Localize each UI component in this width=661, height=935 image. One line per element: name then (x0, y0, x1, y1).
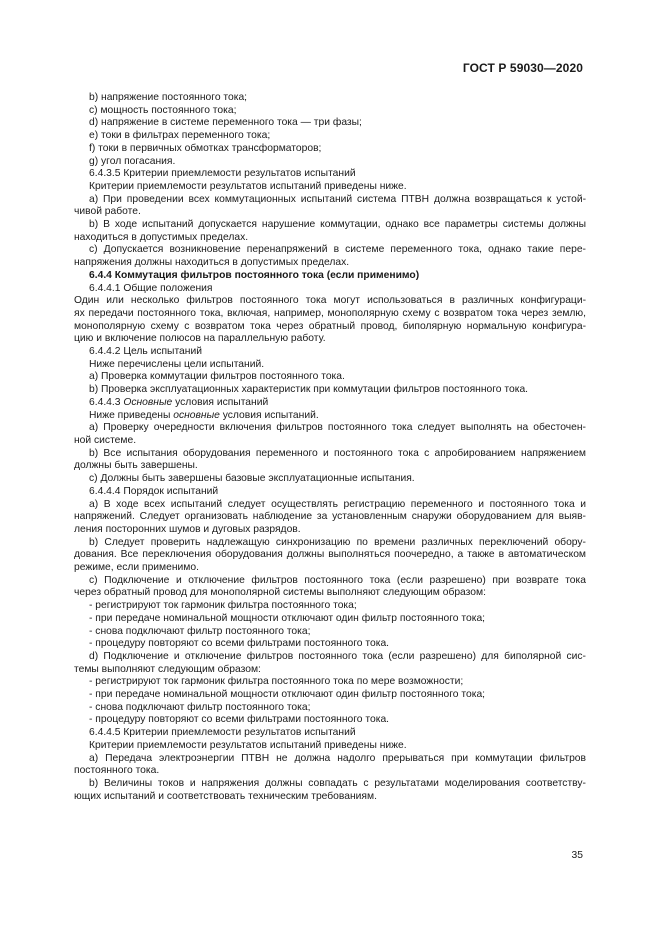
text-line: постоянного тока. (74, 765, 160, 777)
text-line: d) напряжение в системе переменного тока — три фазы; (89, 117, 362, 129)
text-line: b) Величины токов и напряжения должны совпадать с результатами моделирования соответству- (89, 777, 586, 789)
emphasis-text: основные (173, 409, 220, 421)
text-line: a) В ходе всех испытаний следует осуществлять регистрацию переменного и постоянного тока и (89, 498, 586, 510)
document-id-header: ГОСТ Р 59030—2020 (462, 61, 583, 75)
text-line: напряжения должны находиться в допустимых пределах. (74, 257, 350, 269)
text-line: c) Подключение и отключение фильтров постоянного тока (если разрешено) при возврате тока (89, 574, 586, 586)
text-line: b) Все испытания оборудования переменного и постоянного тока с апробированием напряжением (89, 447, 586, 459)
text-line: цию и включение полюсов на параллельную работу. (74, 333, 326, 345)
list-item: - регистрируют ток гармоник фильтра постоянного тока; (89, 600, 357, 612)
text-line: Ниже перечислены цели испытаний. (89, 358, 265, 370)
text-line: e) токи в фильтрах переменного тока; (89, 130, 271, 142)
text-line: дования. Все переключения оборудования должны выполняться поочередно, а также в автоматическом (74, 549, 586, 561)
text-line: b) напряжение постоянного тока; (89, 92, 248, 103)
text-line: a) При проведении всех коммутационных испытаний система ПТВН должна возвращаться к устой- (89, 193, 586, 205)
text-line: a) Проверка коммутации фильтров постоянного тока. (89, 371, 345, 383)
text-line: b) В ходе испытаний допускается нарушение коммутации, однако все параметры системы должны (89, 219, 586, 231)
text-line: Критерии приемлемости результатов испытаний приведены ниже. (89, 739, 407, 751)
text-line: монополярную схему с возвратом тока через обратный провод, биполярную нормальную конфигура- (74, 320, 586, 332)
text-line: b) Следует проверить надлежащую синхронизацию по времени различных переключений обору- (89, 536, 586, 548)
text-line: c) мощность постоянного тока; (89, 104, 237, 116)
text-line: ях передачи постоянного тока, включая, например, монополярную схему с возвратом тока через землю, (74, 307, 586, 319)
text-line: темы выполняют следующим образом: (74, 663, 261, 675)
text-line (89, 410, 586, 423)
section-heading: 6.4.3.5 Критерии приемлемости результатов испытаний (89, 168, 356, 180)
list-item: - регистрируют ток гармоник фильтра постоянного тока по мере возможности; (89, 676, 464, 688)
text-line: c) Допускается возникновение перенапряжений в системе переменного тока, однако такие пере- (89, 244, 586, 256)
section-heading: 6.4.4.2 Цель испытаний (89, 346, 202, 358)
text-line: b) Проверка эксплуатационных характеристик при коммутации фильтров постоянного тока. (89, 384, 529, 396)
list-item: - процедуру повторяют со всеми фильтрами постоянного тока. (89, 638, 390, 650)
text-line: a) Передача электроэнергии ПТВН не должна надолго прерываться при коммутации фильтров (89, 752, 586, 764)
text-fragment: условия испытаний. (219, 409, 319, 421)
text-line: должны быть завершены. (74, 460, 198, 472)
list-item: - снова подключают фильтр постоянного тока; (89, 625, 311, 637)
text-line: находиться в допустимых пределах. (74, 231, 249, 243)
section-heading: 6.4.4.5 Критерии приемлемости результатов испытаний (89, 727, 356, 739)
text-line: напряжений. Следует организовать наблюдение за установленным снаружи оборудованием для выяв- (74, 511, 586, 523)
text-line: режиме, если применимо. (74, 562, 199, 574)
heading-text: условия испытаний (172, 396, 269, 408)
text-line: через обратный провод для монополярной системы выполняют следующим образом: (74, 587, 486, 599)
section-number: 6.4.4.3 (89, 396, 124, 408)
list-item: - снова подключают фильтр постоянного тока; (89, 701, 311, 713)
text-line: f) токи в первичных обмотках трансформаторов; (89, 142, 322, 154)
section-heading: 6.4.4.4 Порядок испытаний (89, 485, 219, 497)
section-heading (89, 397, 586, 410)
text-line: ной системе. (74, 434, 137, 446)
text-fragment: Ниже приведены (89, 409, 174, 421)
text-line: ющих испытаний и соответствовать техническим требованиям. (74, 790, 377, 802)
list-item: - процедуру повторяют со всеми фильтрами постоянного тока. (89, 714, 390, 726)
document-body (74, 92, 586, 803)
page-number: 35 (571, 850, 583, 861)
text-line: d) Подключение и отключение фильтров постоянного тока (если разрешено) для биполярной сис- (89, 650, 586, 662)
list-item: - при передаче номинальной мощности отключают один фильтр постоянного тока; (89, 689, 486, 701)
text-line: g) угол погасания. (89, 155, 176, 167)
emphasis-text: Основные (123, 396, 173, 408)
text-line: ления посторонних шумов и дуговых разрядов. (74, 523, 301, 535)
text-line: Критерии приемлемости результатов испытаний приведены ниже. (89, 180, 407, 192)
text-line: a) Проверку очередности включения фильтров постоянного тока следует выполнять на обесточен- (89, 422, 586, 434)
text-line: чивой работе. (74, 206, 141, 218)
section-heading: 6.4.4.1 Общие положения (89, 282, 213, 294)
text-line: Один или несколько фильтров постоянного тока могут использоваться в различных конфигураци- (74, 295, 586, 307)
text-line: c) Должны быть завершены базовые эксплуатационные испытания. (89, 473, 415, 485)
list-item: - при передаче номинальной мощности отключают один фильтр постоянного тока; (89, 612, 486, 624)
section-heading: 6.4.4 Коммутация фильтров постоянного тока (если применимо) (89, 269, 420, 281)
